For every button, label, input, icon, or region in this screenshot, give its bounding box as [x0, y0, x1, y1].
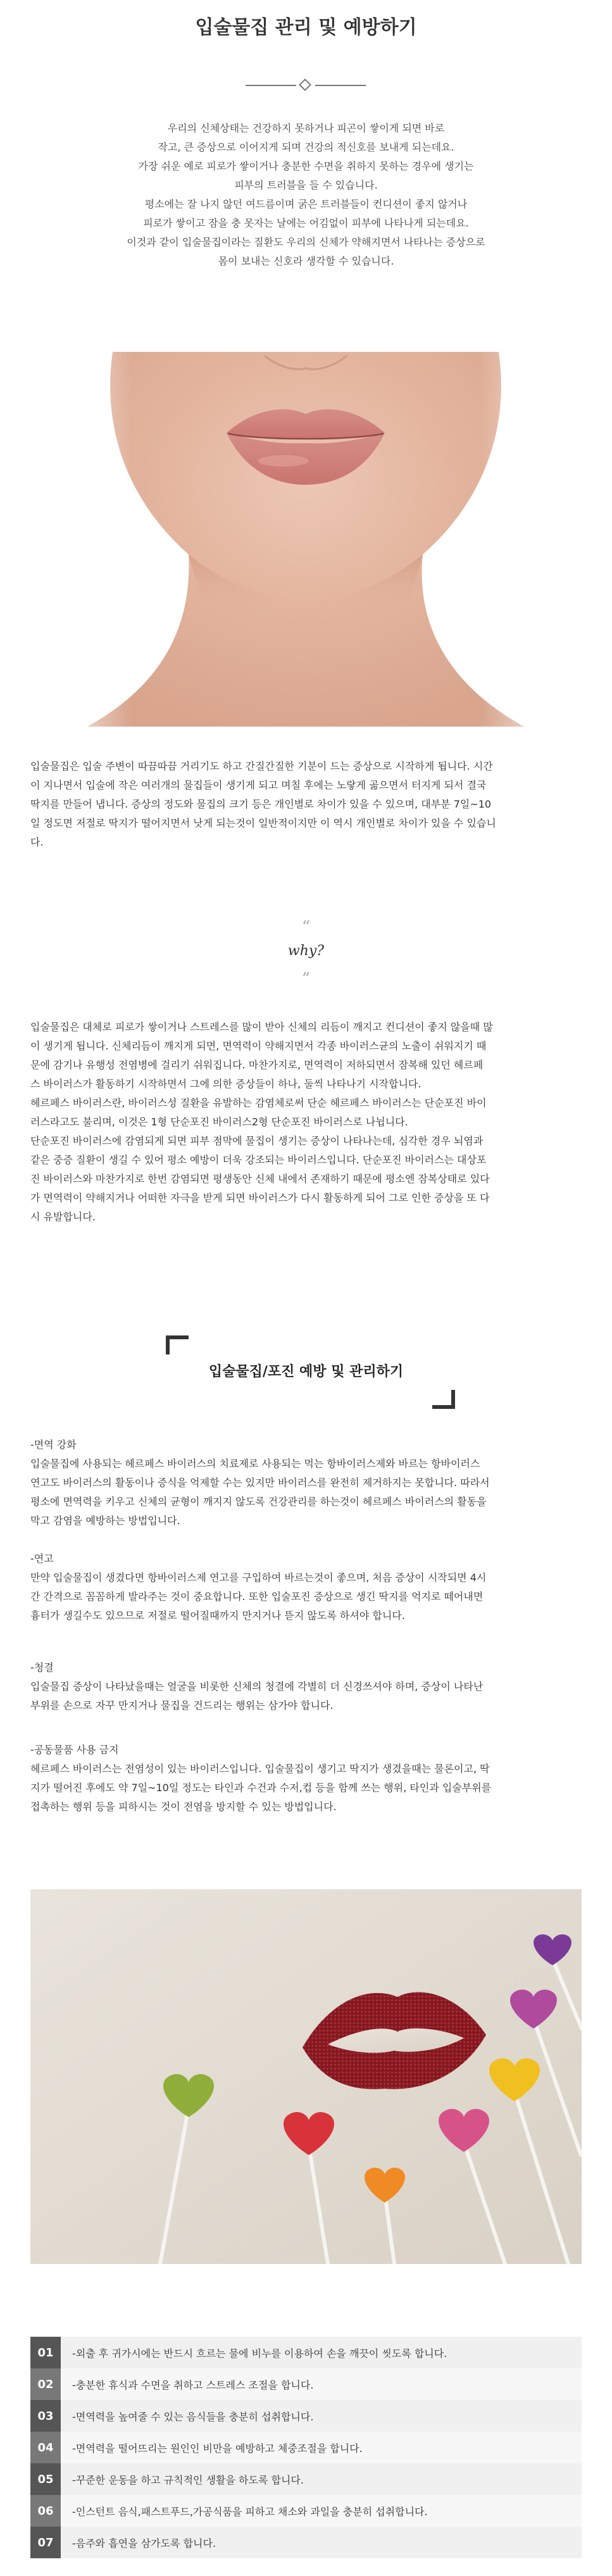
step-text: -음주와 흡연을 삼가도록 합니다. — [61, 2527, 582, 2558]
step-item — [30, 2368, 582, 2400]
step-text: -충분한 휴식과 수면을 취하고 스트레스 조절을 합니다. — [61, 2368, 582, 2400]
step-text: -면역력을 떨어뜨리는 원인인 비만을 예방하고 체중조절을 합니다. — [61, 2432, 582, 2463]
step-number: 02 — [30, 2368, 61, 2400]
intro-line: 우리의 신체상태는 건강하지 못하거나 피곤이 쌓이게 되면 바로 — [167, 122, 445, 134]
diamond-icon — [299, 78, 311, 91]
step-item — [30, 2400, 582, 2432]
intro-line: 이것과 같이 입술물집이라는 질환도 우리의 신체가 약해지면서 나타나는 증상으로 — [127, 236, 485, 248]
page-title: 입술물집 관리 및 예방하기 — [195, 16, 417, 39]
cause-paragraph: 입술물집은 대체로 피로가 쌓이거나 스트레스를 많이 받아 신체의 리듬이 깨지고 컨디션이 좋지 않을때 많 이 생기게 됩니다. 신체리듬이 깨지게 되면, 면역력이 약해지면서 각종 바이러스균의 노출이 쉬워지기 때 문에 감기나 유행성 전염병에 걸리기 쉬워집니다. 마찬가지로, 면역력이 저하되면서 잠복해 있던 헤르페 스 바이러스가 활동하기 시작하면서 그에 의한 증상들이 하나, 둘씩 나타나기 시작합니다. 헤르페스 바이러스란, 바이러스성 질환을 유발하는 감염체로써 단순 헤르페스 바이러스는 단순포진 바이 러스라고도 불리며, 이것은 1형 단순포진 바이러스2형 단순포진 바이러스로 나뉩니다. 단순포진 바이러스에 감염되게 되면 피부 점막에 물집이 생기는 증상이 나타나는데, 심각한 경우 뇌염과 같은 중증 질환이 생길 수 있어 평소 예방이 더욱 강조되는 바이러스입니다. 단순포진 바이러스는 대상포 진 바이러스와 마찬가지로 한번 감염되면 평생동안 신체 내에서 존재하기 때문에 평소엔 잠복상태로 있다 가 면역력이 약해지거나 어떠한 자극을 받게 되면 바이러스가 다시 활동하게 되어 그로 인한 증상을 또 다 시 유발합니다. — [30, 1021, 493, 1223]
step-number: 03 — [30, 2400, 61, 2432]
intro-line: 몸이 보내는 신호라 생각할 수 있습니다. — [218, 255, 394, 267]
step-number: 07 — [30, 2527, 61, 2558]
open-quote-icon: “ — [301, 918, 311, 937]
tip-heading: -공동물품 사용 금지 — [30, 1744, 119, 1756]
step-text: -외출 후 귀가시에는 반드시 흐르는 물에 비누를 이용하여 손을 깨끗이 씻도록 합니다. — [61, 2337, 582, 2368]
step-number: 05 — [30, 2463, 61, 2495]
intro-text — [70, 119, 542, 271]
title-divider — [246, 80, 366, 91]
heart-lollipops-photo — [30, 1889, 582, 2264]
frame-corner-bottom-right — [432, 1390, 455, 1409]
close-quote-icon: ” — [301, 970, 311, 989]
tip-block-ointment: -연고 만약 입술물집이 생겼다면 항바이러스제 연고를 구입하여 바르는것이 좋으며, 처음 증상이 시작되면 4시 간 간격으로 꼼꼼하게 발라주는 것이 중요합니다. 또한 입술포진 증상으로 생긴 딱지를 억지로 떼어내면 흉터가 생길수도 있으므로 저절로 떨어질때까지 만지거나 뜯지 않도록 하셔야 합니다. — [30, 1549, 582, 1625]
step-item — [30, 2527, 582, 2558]
why-heading: why? — [287, 943, 325, 959]
step-item — [30, 2463, 582, 2495]
step-text: -면역력을 높여줄 수 있는 음식들을 충분히 섭취합니다. — [61, 2400, 582, 2432]
step-number: 04 — [30, 2432, 61, 2463]
prevention-steps-list — [30, 2337, 582, 2558]
intro-line: 작고, 큰 증상으로 이어지게 되며 건강의 적신호를 보내게 되는데요. — [158, 141, 454, 153]
intro-line: 가장 쉬운 예로 피로가 쌓이거나 충분한 수면을 취하지 못하는 경우에 생기는 — [138, 160, 474, 172]
step-number: 01 — [30, 2337, 61, 2368]
tip-heading: -청결 — [30, 1661, 54, 1673]
lips-closeup-photo — [30, 352, 582, 727]
step-item — [30, 2432, 582, 2463]
step-text: -인스턴트 음식,패스트푸드,가공식품을 피하고 채소와 과일을 충분히 섭취합니다. — [61, 2495, 582, 2527]
intro-line: 피부의 트러블을 들 수 있습니다. — [234, 179, 378, 191]
intro-line: 평소에는 잘 나지 않던 여드름이며 굵은 트러블들이 컨디션이 좋지 않거나 — [144, 198, 468, 210]
tip-block-hygiene: -청결 입술물집 증상이 나타났을때는 얼굴을 비롯한 신체의 청결에 각별히 더 신경쓰셔야 하며, 증상이 나타난 부위를 손으로 자꾸 만지거나 물집을 건드리는 행위는 삼가야 합니다. — [30, 1658, 582, 1715]
step-text: -꾸준한 운동을 하고 규칙적인 생활을 하도록 합니다. — [61, 2463, 582, 2495]
tip-block-immunity: -면역 강화 입술물집에 사용되는 헤르페스 바이러스의 치료제로 사용되는 먹는 항바이러스제와 바르는 항바이러스 연고도 바이러스의 활동이나 증식을 억제할 수는 있지만 바이러스를 완전히 제거하지는 못합니다. 따라서 평소에 면역력을 키우고 신체의 균형이 깨지지 않도록 건강관리를 하는것이 헤르페스 바이러스의 활동을 막고 감염을 예방하는 방법입니다. — [30, 1435, 582, 1530]
tip-block-no-sharing: -공동물품 사용 금지 헤르페스 바이러스는 전염성이 있는 바이러스입니다. 입술물집이 생기고 딱지가 생겼을때는 물론이고, 딱 지가 떨어진 후에도 약 7일~10일 정도는 타인과 수건과 수저,컵 등을 함께 쓰는 행위, 타인과 입술부위를 접촉하는 행위 등을 피하시는 것이 전염을 방지할 수 있는 방법입니다. — [30, 1741, 582, 1816]
step-item — [30, 2337, 582, 2368]
intro-line: 피로가 쌓이고 잠을 충 못자는 날에는 어김없이 피부에 나타나게 되는데요. — [143, 217, 469, 229]
description-paragraph: 입술물집은 입술 주변이 따끔따끔 거리기도 하고 간질간질한 기분이 드는 증상으로 시작하게 됩니다. 시간 이 지나면서 입술에 작은 여러개의 물집들이 생기게 되고 며칠 후에는 노랗게 곪으면서 터지게 되서 결국 딱지를 만들어 냅니다. 증상의 정도와 물집의 크기 등은 개인별로 차이가 있을 수 있으며, 대부분 7일~10 일 정도면 저절로 딱지가 떨어지면서 낫게 되는것이 일반적이지만 이 역시 개인별로 차이가 있을 수 있습니 다. — [30, 760, 496, 848]
section-title: 입술물집/포진 예방 및 관리하기 — [208, 1364, 404, 1380]
step-item — [30, 2495, 582, 2527]
tip-heading: -연고 — [30, 1553, 54, 1565]
tip-heading: -면역 강화 — [30, 1439, 77, 1451]
step-number: 06 — [30, 2495, 61, 2527]
frame-corner-top-left — [166, 1335, 189, 1354]
